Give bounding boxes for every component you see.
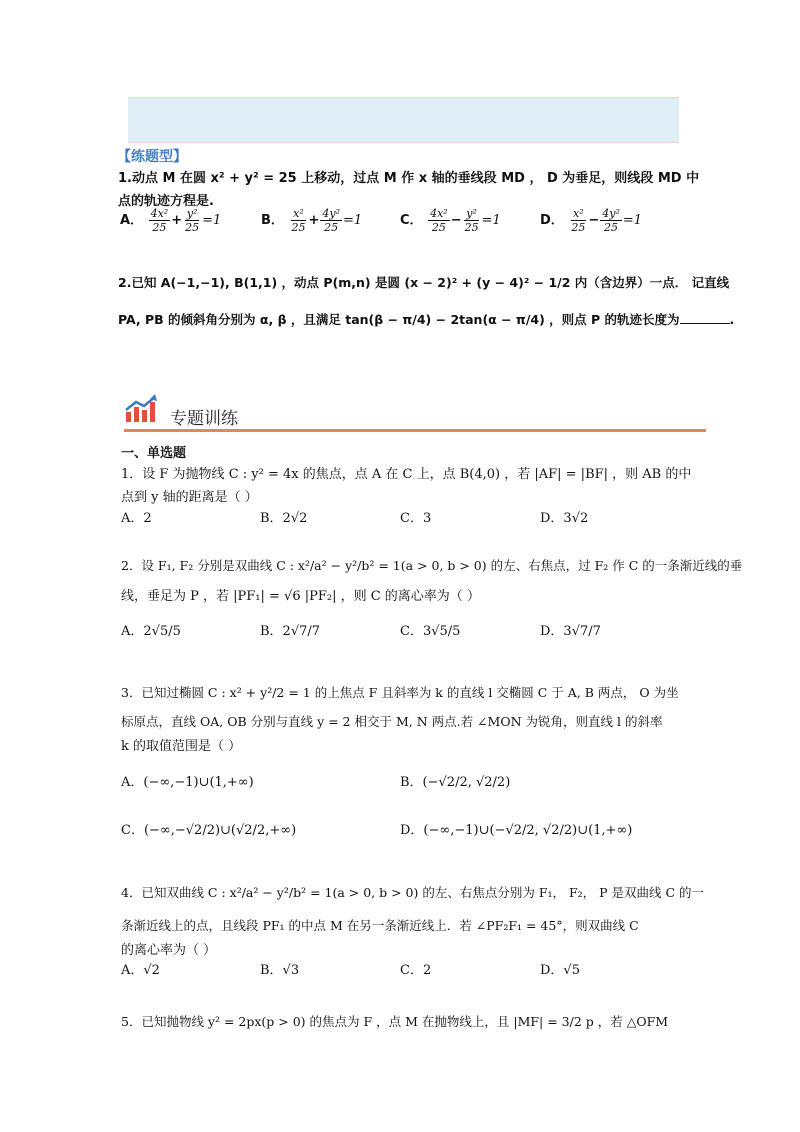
option-label: C．: [400, 213, 423, 228]
q1-option-d: D．3√2: [540, 511, 589, 526]
practice-q1-line2: 点的轨迹方程是.: [118, 194, 214, 209]
practice-q1-option-c: [400, 207, 501, 234]
q4-line3: 的离心率为（ ）: [121, 943, 217, 958]
practice-q2-line2: [118, 310, 734, 328]
numerator: x²: [293, 207, 304, 220]
q3-line2: 标原点，直线 OA, OB 分别与直线 y = 2 相交于 M, N 两点.若 ∠MON 为锐角，则直线 l 的斜率: [121, 714, 663, 729]
section-title: 专题训练: [170, 409, 238, 429]
option-label: D．: [540, 213, 564, 228]
highlight-box: [128, 97, 679, 143]
q3-option-d: D．(−∞,−1)∪(−√2/2, √2/2)∪(1,+∞): [400, 823, 633, 838]
q3-option-a: A．(−∞,−1)∪(1,+∞): [121, 775, 254, 790]
q1-option-c: C．3: [400, 511, 432, 526]
denominator: 25: [152, 221, 167, 234]
q3-option-c: C．(−∞,−√2/2)∪(√2/2,+∞): [121, 823, 297, 838]
denominator: 25: [464, 221, 479, 234]
single-choice-heading: 一、单选题: [121, 446, 187, 461]
numerator: y²: [466, 207, 477, 220]
denominator: 25: [291, 221, 306, 234]
numerator: 4x²: [150, 207, 169, 220]
rhs: =1: [202, 213, 222, 228]
operator: +: [308, 213, 320, 228]
rhs: =1: [481, 213, 501, 228]
q1-line2: 点到 y 轴的距离是（ ）: [121, 490, 258, 505]
practice-q2-text: PA, PB 的倾斜角分别为 α, β ，且满足 tan(β − π/4) − 2tan(α − π/4) ，则点 P 的轨迹长度为: [118, 312, 680, 327]
option-label: B．: [261, 213, 284, 228]
q4-option-a: A．√2: [121, 963, 160, 978]
q4-option-d: D．√5: [540, 963, 580, 978]
numerator: 4y²: [322, 207, 340, 220]
numerator: 4y²: [602, 207, 620, 220]
q4-option-c: C．2: [400, 963, 432, 978]
q2-option-b: B．2√7/7: [260, 624, 321, 639]
q2-option-a: A．2√5/5: [121, 624, 181, 639]
rhs: =1: [342, 213, 363, 228]
q4-option-b: B．√3: [260, 963, 300, 978]
denominator: 25: [571, 221, 586, 234]
numerator: y²: [186, 207, 198, 220]
numerator: 4x²: [430, 207, 448, 220]
practice-q2-line1: 2.已知 A(−1,−1), B(1,1) ，动点 P(m,n) 是圆 (x − 2)² + (y − 4)² − 1/2 内（含边界）一点． 记直线: [118, 275, 730, 290]
q3-line1: 3．已知过椭圆 C : x² + y²/2 = 1 的上焦点 F 且斜率为 k 的直线 l 交椭圆 C 于 A, B 两点， O 为坐: [121, 685, 679, 700]
answer-blank[interactable]: [680, 311, 730, 324]
q1-option-b: B．2√2: [260, 511, 308, 526]
q4-line2: 条渐近线上的点，且线段 PF₁ 的中点 M 在另一条渐近线上．若 ∠PF₂F₁ = 45°，则双曲线 C: [121, 918, 639, 933]
practice-q1-option-b: [261, 207, 362, 234]
denominator: 25: [324, 221, 339, 234]
q4-line1: 4．已知双曲线 C : x²/a² − y²/b² = 1(a > 0, b > 0) 的左、右焦点分别为 F₁， F₂， P 是双曲线 C 的一: [121, 885, 705, 900]
numerator: x²: [573, 207, 584, 220]
operator: −: [450, 213, 462, 228]
practice-q1-line1: 1.动点 M 在圆 x² + y² = 25 上移动，过点 M 作 x 轴的垂线段 MD ， D 为垂足，则线段 MD 中: [118, 171, 700, 186]
practice-q1-option-d: [540, 207, 642, 234]
practice-q1-option-a: [120, 207, 221, 234]
denominator: 25: [185, 221, 200, 234]
operator: −: [588, 213, 600, 228]
practice-q2-end: .: [729, 312, 735, 327]
section-divider: [124, 429, 706, 432]
denominator: 25: [604, 221, 619, 234]
q2-line1: 2．设 F₁, F₂ 分别是双曲线 C : x²/a² − y²/b² = 1(a > 0, b > 0) 的左、右焦点，过 F₂ 作 C 的一条渐近线的垂: [121, 558, 743, 573]
q2-line2: 线，垂足为 P ，若 |PF₁| = √6 |PF₂| ，则 C 的离心率为（ ）: [121, 589, 480, 604]
q2-option-d: D．3√7/7: [540, 624, 601, 639]
q2-option-c: C．3√5/5: [400, 624, 461, 639]
operator: +: [171, 213, 183, 228]
practice-heading: 【练题型】: [117, 149, 187, 165]
q3-line3: k 的取值范围是（ ）: [121, 739, 242, 754]
rhs: =1: [622, 213, 643, 228]
q5-line1: 5．已知抛物线 y² = 2px(p > 0) 的焦点为 F ，点 M 在抛物线上，且 |MF| = 3/2 p ，若 △OFM: [121, 1014, 669, 1029]
q3-option-b: B．(−√2/2, √2/2): [400, 775, 511, 790]
q1-line1: 1．设 F 为抛物线 C : y² = 4x 的焦点，点 A 在 C 上，点 B(4,0) ，若 |AF| = |BF| ，则 AB 的中: [121, 467, 692, 482]
chart-trend-icon: [124, 394, 158, 424]
option-label: A．: [120, 213, 144, 228]
denominator: 25: [431, 221, 446, 234]
q1-option-a: A．2: [121, 511, 152, 526]
